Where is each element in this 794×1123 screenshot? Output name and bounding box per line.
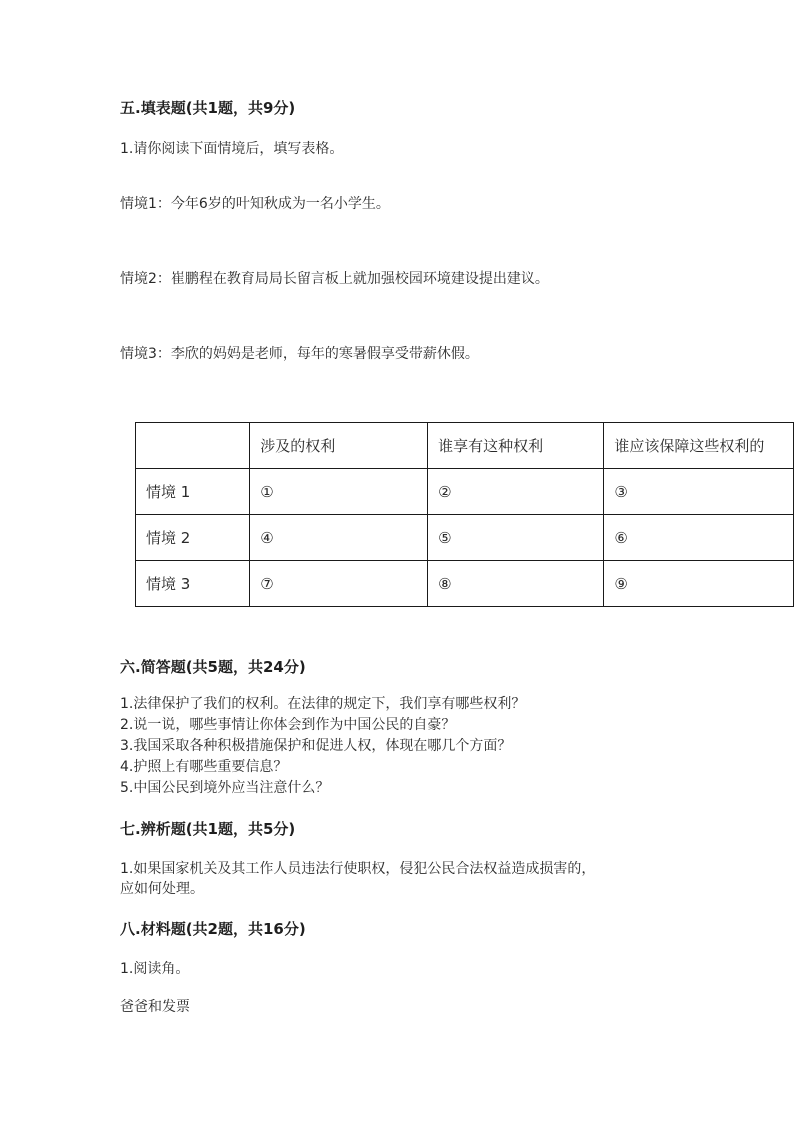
scenario-2-text: 情境2：崔鹏程在教育局局长留言板上就加强校园环境建设提出建议。 bbox=[120, 271, 549, 287]
table-cell: ① bbox=[250, 469, 428, 515]
table-header-cell bbox=[136, 423, 250, 469]
section-8-question: 1.阅读角。 bbox=[120, 961, 190, 977]
table-header-cell: 谁享有这种权利 bbox=[428, 423, 604, 469]
table-cell: ⑤ bbox=[428, 515, 604, 561]
table-cell: 情境 3 bbox=[136, 561, 250, 607]
table-row bbox=[136, 515, 794, 561]
table-cell: ⑥ bbox=[604, 515, 794, 561]
section-5-intro: 1.请你阅读下面情境后，填写表格。 bbox=[120, 141, 344, 157]
section-8-title: 八.材料题(共2题，共16分) bbox=[120, 920, 306, 938]
section-7-question-line-2: 应如何处理。 bbox=[120, 881, 204, 897]
list-item: 3.我国采取各种积极措施保护和促进人权，体现在哪几个方面？ bbox=[120, 738, 512, 754]
table-cell: ② bbox=[428, 469, 604, 515]
section-5-title: 五.填表题(共1题，共9分) bbox=[120, 99, 296, 117]
list-item: 5.中国公民到境外应当注意什么？ bbox=[120, 780, 330, 796]
section-8-subtitle: 爸爸和发票 bbox=[120, 999, 190, 1015]
list-item: 2.说一说，哪些事情让你体会到作为中国公民的自豪？ bbox=[120, 717, 456, 733]
table-header-cell: 谁应该保障这些权利的 bbox=[604, 423, 794, 469]
section-6-title: 六.简答题(共5题，共24分) bbox=[120, 658, 306, 676]
table-cell: ⑨ bbox=[604, 561, 794, 607]
section-6-question-list bbox=[120, 694, 525, 799]
list-item: 1.法律保护了我们的权利。在法律的规定下，我们享有哪些权利？ bbox=[120, 696, 526, 712]
table-cell: ⑦ bbox=[250, 561, 428, 607]
list-item: 4.护照上有哪些重要信息？ bbox=[120, 759, 288, 775]
table-cell: ③ bbox=[604, 469, 794, 515]
table-cell: ⑧ bbox=[428, 561, 604, 607]
section-7-title: 七.辨析题(共1题，共5分) bbox=[120, 820, 296, 838]
table-cell: 情境 1 bbox=[136, 469, 250, 515]
table-row bbox=[136, 469, 794, 515]
answer-table bbox=[135, 422, 794, 607]
scenario-3-text: 情境3：李欣的妈妈是老师，每年的寒暑假享受带薪休假。 bbox=[120, 346, 479, 362]
scenario-1-text: 情境1：今年6岁的叶知秋成为一名小学生。 bbox=[120, 196, 390, 212]
section-7-question-line-1: 1.如果国家机关及其工作人员违法行使职权，侵犯公民合法权益造成损害的， bbox=[120, 861, 596, 877]
table-header-cell: 涉及的权利 bbox=[250, 423, 428, 469]
table-cell: 情境 2 bbox=[136, 515, 250, 561]
table-cell: ④ bbox=[250, 515, 428, 561]
table-row bbox=[136, 561, 794, 607]
table-header-row bbox=[136, 423, 794, 469]
